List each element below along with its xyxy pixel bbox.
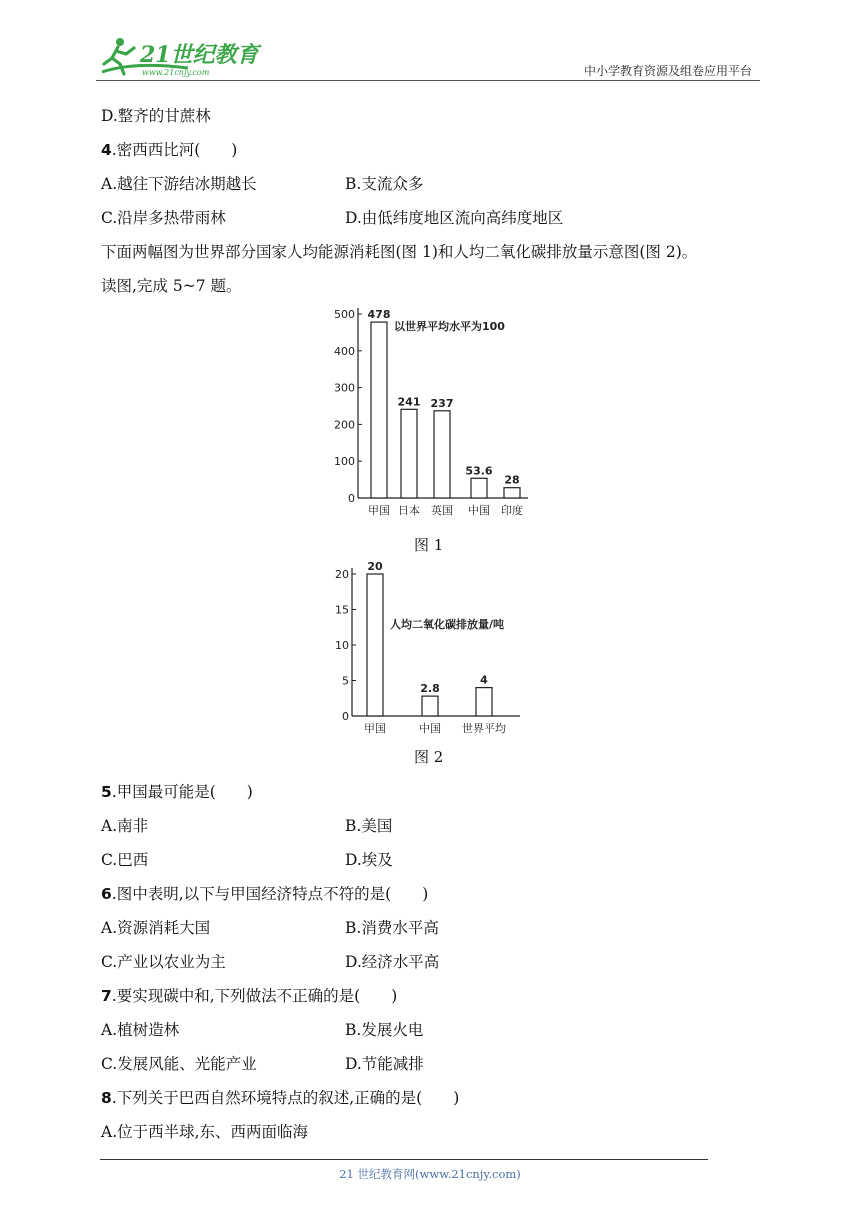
site-logo (96, 34, 266, 80)
category-label: 甲国 (364, 722, 386, 735)
y-tick-label: 500 (334, 308, 355, 321)
q6-stem (101, 884, 428, 904)
q6-option-b: B.消费水平高 (345, 919, 439, 937)
q7-stem (101, 986, 397, 1006)
q5-option-a: A.南非 (101, 817, 149, 835)
bar-value-label: 20 (367, 560, 383, 573)
q4-option-c: C.沿岸多热带雨林 (101, 209, 226, 227)
q4-option-b: B.支流众多 (345, 175, 424, 193)
bar (371, 322, 387, 498)
q5-option-c: C.巴西 (101, 851, 149, 869)
bar (422, 696, 438, 716)
y-tick-label: 5 (342, 674, 349, 688)
bar-value-label: 4 (480, 673, 488, 687)
y-tick-label: 300 (334, 381, 355, 395)
q4-stem-text: .密西西比河( ) (111, 141, 238, 159)
intro-line-1: 下面两幅图为世界部分国家人均能源消耗图(图 1)和人均二氧化碳排放量示意图(图 2)。 (101, 243, 698, 261)
logo-url: www.21cnjy.com (142, 68, 210, 77)
q3-option-d: D.整齐的甘蔗林 (101, 107, 211, 125)
q7-option-d: D.节能减排 (345, 1055, 424, 1073)
q4-stem (101, 140, 237, 160)
q8-option-a: A.位于西半球,东、西两面临海 (101, 1123, 309, 1141)
chart-co2-emission (320, 560, 540, 740)
category-label: 日本 (398, 504, 420, 517)
footer-divider (100, 1159, 708, 1160)
q8-stem (101, 1088, 459, 1108)
category-label: 印度 (501, 504, 523, 517)
q6-option-a: A.资源消耗大国 (101, 919, 211, 937)
bar-value-label: 241 (397, 395, 421, 409)
q6-option-d: D.经济水平高 (345, 953, 440, 971)
category-label: 英国 (431, 504, 453, 517)
chart-annotation: 以世界平均水平为100 (394, 320, 505, 333)
category-label: 中国 (468, 504, 490, 517)
bar-value-label: 28 (504, 473, 520, 487)
bar-value-label: 53.6 (465, 464, 493, 478)
q4-number: 4 (101, 141, 112, 159)
logo-text: 21世纪教育 (140, 42, 259, 68)
y-tick-label: 15 (335, 603, 349, 617)
q6-stem-text: .图中表明,以下与甲国经济特点不符的是( ) (111, 885, 429, 903)
bar-value-label: 2.8 (420, 682, 440, 696)
bar (504, 488, 520, 498)
bar (471, 478, 487, 498)
chart-annotation: 人均二氧化碳排放量/吨 (390, 618, 505, 631)
q7-option-a: A.植树造林 (101, 1021, 180, 1039)
bar (476, 688, 492, 716)
figure-1-caption: 图 1 (414, 536, 444, 554)
q5-stem-text: .甲国最可能是( ) (111, 783, 253, 801)
intro-line-2: 读图,完成 5~7 题。 (101, 277, 242, 295)
platform-label: 中小学教育资源及组卷应用平台 (583, 64, 752, 78)
q8-number: 8 (101, 1089, 112, 1107)
q6-option-c: C.产业以农业为主 (101, 953, 226, 971)
figure-2-caption: 图 2 (414, 748, 444, 766)
q7-number: 7 (101, 987, 112, 1005)
chart-energy-consumption (320, 300, 540, 522)
bar (401, 409, 417, 498)
q5-number: 5 (101, 783, 112, 801)
y-tick-label: 200 (334, 418, 355, 432)
q7-option-b: B.发展火电 (345, 1021, 424, 1039)
bar-value-label: 478 (367, 308, 391, 322)
y-tick-label: 400 (334, 344, 355, 358)
y-tick-label: 20 (335, 568, 349, 581)
q7-stem-text: .要实现碳中和,下列做法不正确的是( ) (111, 987, 398, 1005)
q5-stem (101, 782, 253, 802)
q4-option-a: A.越往下游结冰期越长 (101, 175, 257, 193)
bar (367, 574, 383, 716)
bar-value-label: 237 (430, 396, 454, 410)
q6-number: 6 (101, 885, 112, 903)
category-label: 中国 (419, 722, 441, 735)
q4-option-d: D.由低纬度地区流向高纬度地区 (345, 209, 564, 227)
category-label: 甲国 (368, 504, 390, 517)
page-header (96, 32, 760, 82)
y-tick-label: 100 (334, 455, 355, 469)
y-tick-label: 0 (348, 492, 355, 505)
q8-stem-text: .下列关于巴西自然环境特点的叙述,正确的是( ) (111, 1089, 460, 1107)
header-divider (96, 80, 760, 81)
footer-text: 21 世纪教育网(www.21cnjy.com) (339, 1167, 521, 1181)
category-label: 世界平均 (462, 722, 506, 735)
q5-option-b: B.美国 (345, 817, 393, 835)
y-tick-label: 0 (342, 710, 349, 723)
bar (434, 411, 450, 498)
q7-option-c: C.发展风能、光能产业 (101, 1055, 257, 1073)
q5-option-d: D.埃及 (345, 851, 393, 869)
y-tick-label: 10 (335, 639, 349, 652)
